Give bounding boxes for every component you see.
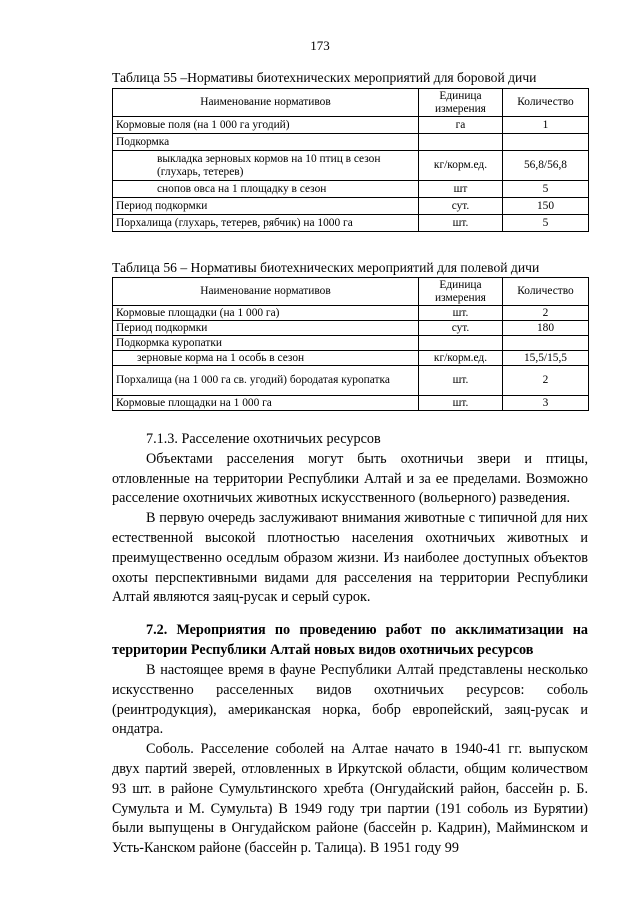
row-unit: кг/корм.ед. [419, 351, 503, 366]
row-qty: 2 [503, 366, 589, 396]
header-qty: Количество [503, 89, 589, 117]
table-header-row [113, 278, 589, 306]
paragraph: Соболь. Расселение соболей на Алтае начато в 1940-41 гг. выпуском двух партий зверей, отловленных в Иркутской области, общим количеством 93 шт. в районе Сумультинского хребта (Онгудайский район, бассейн р. Б. Сумульта и М. Сумульта) В 1949 году три партии (191 соболь из Бурятии) были выпущены в Онгудайском районе (бассейн р. Кадрин), Майминском и Усть-Канском районе (бассейн р. Талица). В 1951 году 99 [112, 741, 588, 857]
table-55-caption: Таблица 55 –Нормативы биотехнических мероприятий для боровой дичи [112, 70, 537, 85]
header-qty: Количество [503, 278, 589, 306]
table-header-row [113, 89, 589, 117]
row-qty: 5 [503, 215, 589, 232]
table-row [113, 321, 589, 336]
row-qty: 5 [503, 181, 589, 198]
row-qty: 3 [503, 396, 589, 411]
header-name: Наименование нормативов [113, 278, 419, 306]
row-unit: га [419, 117, 503, 134]
row-name: Подкормка [113, 134, 419, 151]
paragraph: В первую очередь заслуживают внимания животные с типичной для них естественной высокой плотностью населения охотничьих животных и преимущественно оседлым образом жизни. Из наиболее доступных объектов охоты перспективными видами для расселения на территории Республики Алтай являются заяц-русак и серый сурок. [112, 510, 588, 606]
row-qty: 1 [503, 117, 589, 134]
table-row [113, 198, 589, 215]
header-unit: Единица измерения [419, 89, 503, 117]
page-number: 173 [310, 38, 330, 53]
row-unit: шт. [419, 396, 503, 411]
row-qty: 150 [503, 198, 589, 215]
row-name: Порхалища (на 1 000 га св. угодий) бородатая куропатка [113, 366, 419, 396]
row-qty: 2 [503, 306, 589, 321]
section-7-2-title: 7.2. Мероприятия по проведению работ по акклиматизации на территории Республики Алтай новых видов охотничьих ресурсов [112, 622, 588, 658]
section-7-1-3 [112, 430, 588, 608]
section-7-2-heading [112, 621, 588, 661]
row-unit [419, 336, 503, 351]
row-unit: сут. [419, 321, 503, 336]
row-name: Кормовые площадки (на 1 000 га) [113, 306, 419, 321]
table-row [113, 215, 589, 232]
row-name: Порхалища (глухарь, тетерев, рябчик) на 1000 га [113, 215, 419, 232]
header-name: Наименование нормативов [113, 89, 419, 117]
row-name: Кормовые поля (на 1 000 га угодий) [113, 117, 419, 134]
row-name: Период подкормки [113, 198, 419, 215]
paragraph: Объектами расселения могут быть охотничьи звери и птицы, отловленные на территории Республики Алтай и за ее пределами. Возможно расселение охотничьих животных искусственного (вольерного) разведения. [112, 450, 588, 507]
table-row [113, 134, 589, 151]
table-row [113, 306, 589, 321]
table-row [113, 151, 589, 181]
row-unit: кг/корм.ед. [419, 151, 503, 181]
row-unit: шт [419, 181, 503, 198]
row-unit: шт. [419, 215, 503, 232]
row-unit: сут. [419, 198, 503, 215]
row-qty: 56,8/56,8 [503, 151, 589, 181]
row-name: Кормовые площадки на 1 000 га [113, 396, 419, 411]
table-row [113, 181, 589, 198]
row-unit: шт. [419, 306, 503, 321]
table-row [113, 396, 589, 411]
table-row [113, 336, 589, 351]
table-56 [112, 277, 589, 411]
row-name: Период подкормки [113, 321, 419, 336]
row-name: выкладка зерновых кормов на 10 птиц в сезон (глухарь, тетерев) [113, 151, 419, 181]
table-row [113, 351, 589, 366]
section-7-1-3-title: 7.1.3. Расселение охотничьих ресурсов [146, 431, 381, 447]
table-56-caption: Таблица 56 – Нормативы биотехнических мероприятий для полевой дичи [112, 260, 540, 275]
paragraph: В настоящее время в фауне Республики Алтай представлены несколько искусственно расселенных видов охотничьих ресурсов: соболь (реинтродукция), американская норка, бобр европейский, заяц-русак и ондатра. [112, 662, 588, 738]
row-qty: 180 [503, 321, 589, 336]
table-row [113, 117, 589, 134]
row-qty [503, 134, 589, 151]
row-qty: 15,5/15,5 [503, 351, 589, 366]
row-unit [419, 134, 503, 151]
table-row [113, 366, 589, 396]
header-unit: Единица измерения [419, 278, 503, 306]
table-55 [112, 88, 589, 232]
row-unit: шт. [419, 366, 503, 396]
row-qty [503, 336, 589, 351]
row-name: зерновые корма на 1 особь в сезон [113, 351, 419, 366]
row-name: снопов овса на 1 площадку в сезон [113, 181, 419, 198]
row-name: Подкормка куропатки [113, 336, 419, 351]
section-7-2-body [112, 661, 588, 859]
